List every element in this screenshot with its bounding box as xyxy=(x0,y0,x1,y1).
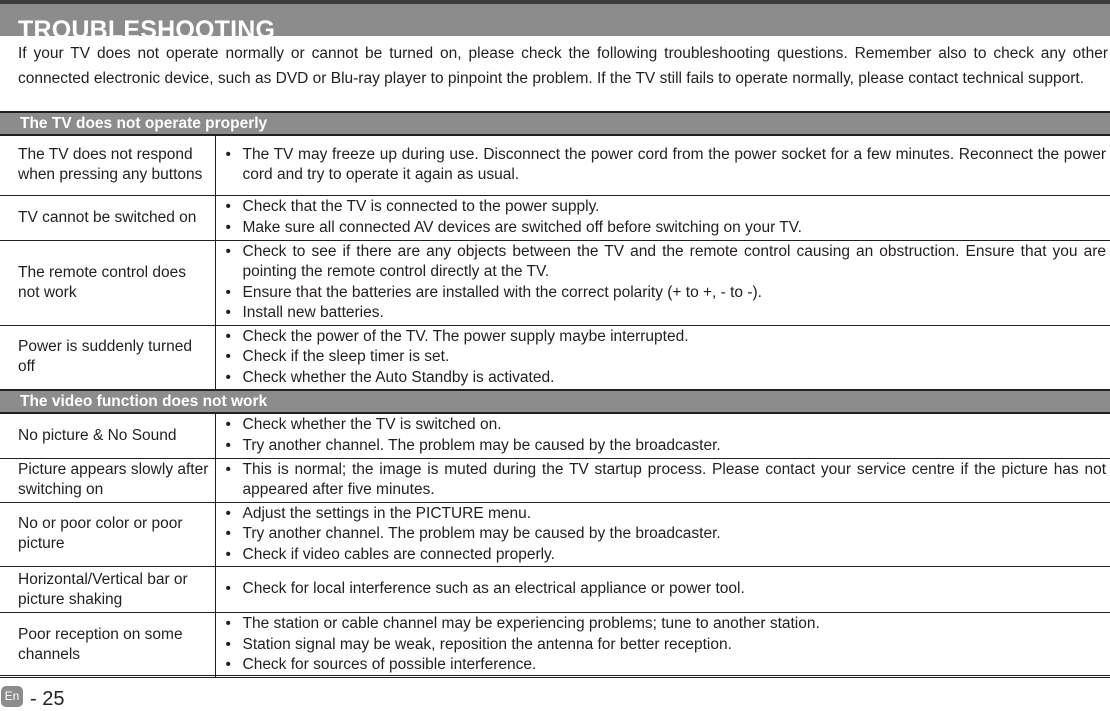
solution-list xyxy=(226,504,1107,566)
symptom-cell: Horizontal/Vertical bar or picture shaking xyxy=(0,567,215,613)
symptom-cell: Picture appears slowly after switching on xyxy=(0,458,215,502)
solution-text: Check for sources of possible interference. xyxy=(242,656,537,673)
bullet-icon: • xyxy=(225,525,231,542)
table-row xyxy=(0,135,1110,195)
bullet-icon: • xyxy=(225,504,231,522)
page-number: - 25 xyxy=(30,688,65,710)
solution-item xyxy=(226,545,1107,566)
solution-list xyxy=(226,614,1107,676)
solution-text: This is normal; the image is muted during the TV startup process. Please contact your service centre if the picture has not appeared after five minutes. xyxy=(242,460,1106,498)
symptom-cell: The remote control does not work xyxy=(0,240,215,325)
solution-cell xyxy=(215,458,1110,502)
table-row xyxy=(0,195,1110,240)
footer-rule xyxy=(0,675,1110,676)
solution-text: Check whether the Auto Standby is activated. xyxy=(242,368,555,386)
solution-item xyxy=(226,436,1107,457)
solution-text: Ensure that the batteries are installed with the correct polarity (+ to +, - to -). xyxy=(242,283,762,301)
solution-item xyxy=(226,347,1107,368)
solution-item xyxy=(226,368,1107,389)
solution-text: Check to see if there are any objects between the TV and the remote control causing an obstruction. Ensure that you are pointing the remote control directly at the TV. xyxy=(242,242,1106,280)
section-header xyxy=(0,112,1110,135)
solution-item xyxy=(226,524,1107,545)
table-row xyxy=(0,413,1110,458)
solution-list xyxy=(226,197,1107,238)
solution-cell xyxy=(215,325,1110,390)
bullet-icon: • xyxy=(225,635,231,653)
solution-text: Check that the TV is connected to the power supply. xyxy=(242,198,600,215)
solution-text: Station signal may be weak, reposition the antenna for better reception. xyxy=(242,635,732,653)
symptom-cell: The TV does not respond when pressing any buttons xyxy=(0,135,215,195)
symptom-cell: TV cannot be switched on xyxy=(0,195,215,240)
bullet-icon: • xyxy=(225,304,231,321)
language-badge: En xyxy=(1,686,23,707)
solution-text: Check the power of the TV. The power supply maybe interrupted. xyxy=(242,327,689,345)
solution-item xyxy=(226,460,1107,501)
bullet-icon: • xyxy=(225,436,231,454)
bullet-icon: • xyxy=(225,218,231,236)
table-row xyxy=(0,567,1110,613)
solution-text: The TV may freeze up during use. Disconnect the power cord from the power socket for a few minutes. Reconnect the power cord and try to operate it again as usual. xyxy=(242,145,1106,184)
symptom-cell: No or poor color or poor picture xyxy=(0,502,215,567)
solution-cell xyxy=(215,413,1110,458)
symptom-cell: No picture & No Sound xyxy=(0,413,215,458)
solution-text: Check for local interference such as an electrical appliance or power tool. xyxy=(242,580,745,598)
solution-text: Check if video cables are connected properly. xyxy=(242,545,555,563)
solution-item xyxy=(226,635,1107,656)
solution-item xyxy=(226,415,1107,436)
troubleshooting-table xyxy=(0,111,1110,678)
bullet-icon: • xyxy=(225,242,231,260)
solution-cell xyxy=(215,502,1110,567)
solution-cell xyxy=(215,613,1110,678)
solution-text: Make sure all connected AV devices are switched off before switching on your TV. xyxy=(242,218,802,236)
solution-item xyxy=(226,614,1107,635)
bullet-icon: • xyxy=(225,145,231,163)
solution-list xyxy=(226,415,1107,456)
bullet-icon: • xyxy=(225,368,231,386)
bullet-icon: • xyxy=(225,198,231,215)
solution-list xyxy=(226,327,1107,389)
symptom-cell: Power is suddenly turned off xyxy=(0,325,215,390)
section-header xyxy=(0,390,1110,413)
bullet-icon: • xyxy=(225,327,231,345)
solution-item xyxy=(226,283,1107,304)
bullet-icon: • xyxy=(225,416,231,434)
solution-item xyxy=(226,145,1107,186)
solution-list xyxy=(226,579,1107,600)
table-row xyxy=(0,502,1110,567)
bullet-icon: • xyxy=(225,656,231,673)
solution-item xyxy=(226,655,1107,676)
solution-text: Adjust the settings in the PICTURE menu. xyxy=(242,504,532,522)
solution-text: The station or cable channel may be experiencing problems; tune to another station. xyxy=(242,615,820,632)
bullet-icon: • xyxy=(225,348,231,365)
solution-cell xyxy=(215,567,1110,613)
solution-item xyxy=(226,197,1107,218)
page-title: TROUBLESHOOTING xyxy=(18,16,276,44)
solution-cell xyxy=(215,240,1110,325)
intro-paragraph: If your TV does not operate normally or cannot be turned on, please check the following troubleshooting questions. Remember also to check any other connected electronic device, such as DVD or Blu-ray player to pinpoint the problem. If the TV still fails to operate normally, please contact technical support. xyxy=(18,45,1108,87)
solution-item xyxy=(226,303,1107,324)
page-header-bar xyxy=(0,0,1110,44)
symptom-cell: Poor reception on some channels xyxy=(0,613,215,678)
solution-item xyxy=(226,579,1107,600)
solution-list xyxy=(226,242,1107,324)
bullet-icon: • xyxy=(225,283,231,301)
solution-item xyxy=(226,218,1107,239)
solution-text: Check if the sleep timer is set. xyxy=(242,348,450,365)
solution-text: Install new batteries. xyxy=(242,304,384,321)
solution-cell xyxy=(215,195,1110,240)
bullet-icon: • xyxy=(225,615,231,632)
bullet-icon: • xyxy=(225,460,231,478)
table-row xyxy=(0,613,1110,678)
solution-item xyxy=(226,504,1107,525)
solution-text: Try another channel. The problem may be caused by the broadcaster. xyxy=(242,525,721,542)
solution-list xyxy=(226,460,1107,501)
bullet-icon: • xyxy=(225,580,231,598)
solution-text: Check whether the TV is switched on. xyxy=(242,416,502,434)
table-row xyxy=(0,458,1110,502)
solution-list xyxy=(226,145,1107,186)
table-row xyxy=(0,325,1110,390)
solution-item xyxy=(226,242,1107,283)
solution-cell xyxy=(215,135,1110,195)
table-row xyxy=(0,240,1110,325)
section-title: The video function does not work xyxy=(0,390,1110,413)
bullet-icon: • xyxy=(225,545,231,563)
solution-item xyxy=(226,327,1107,348)
solution-text: Try another channel. The problem may be caused by the broadcaster. xyxy=(242,436,721,454)
section-title: The TV does not operate properly xyxy=(0,112,1110,135)
